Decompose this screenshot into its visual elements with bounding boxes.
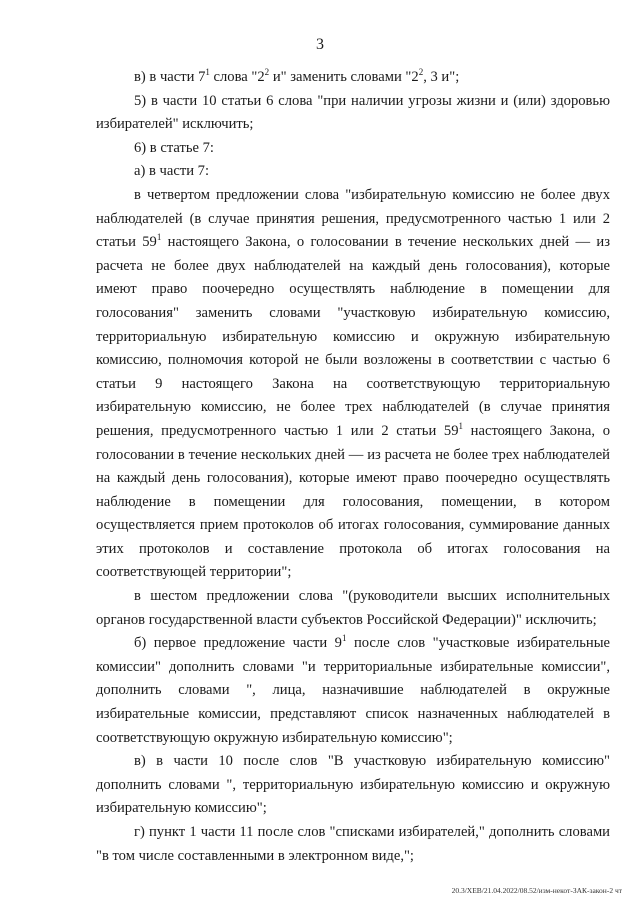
text-segment: настоящего Закона, о голосовании в течение нескольких дней — из расчета не более трех наблюдателей на каждый день голосования), которые имеют право поочередно осуществлять наблюдение в помещении для голосования, помещении, в котором осуществляется прием протоколов об итогах голосования, суммирование данных этих протоколов и составление протокола об итогах голосования на соответствующей территории";: [96, 422, 610, 581]
superscript: 1: [156, 232, 162, 243]
text-segment: и" заменить словами "2: [269, 69, 419, 85]
superscript: 1: [458, 420, 464, 431]
superscript: 1: [205, 67, 210, 77]
superscript: 1: [341, 633, 347, 644]
text-segment: настоящего Закона, о голосовании в течение нескольких дней — из расчета не более двух наблюдателей на каждый день голосования), которые имеют право поочередно осуществлять наблюдение в помещении для голосования" заменить словами "участковую избирательную комиссию, территориальную избирательную комиссию и окружную избирательную комиссию, полномочия которой не были возложены в соответствии с частью 6 статьи 9 настоящего Закона на соответствующую территориальную избирательную комиссию, не более трех наблюдателей (в случае принятия решения, предусмотренного частью 1 или 2 статьи 59: [96, 234, 610, 439]
text-segment: 6) в статье 7:: [134, 139, 214, 156]
text-segment: в четвертом предложении слова "избирательную комиссию не более двух наблюдателей (в случае принятия решения, предусмотренного частью 1 или 2 статьи 59: [96, 186, 610, 251]
document-body: [96, 66, 610, 868]
paragraph-p3: [96, 137, 610, 161]
paragraph-p4: [96, 160, 610, 184]
superscript: 2: [418, 67, 424, 77]
superscript: 2: [264, 67, 270, 77]
paragraph-p1: [96, 66, 610, 90]
paragraph-p9: [96, 821, 610, 868]
text-segment: 5) в части 10 статьи 6 слова "при наличии угрозы жизни и (или) здоровью избирателей" исключить;: [96, 92, 610, 133]
paragraph-p8: [96, 750, 610, 821]
paragraph-p7: [96, 632, 610, 750]
text-segment: г) пункт 1 части 11 после слов "списками избирателей," дополнить словами "в том числе составленными в электронном виде,";: [96, 824, 610, 864]
text-segment: после слов "участковые избирательные комиссии" дополнить словами "и территориальные избирательные комиссии", дополнить словами ", лица, назначившие наблюдателей в окружные избирательные комиссии, представляют список назначенных наблюдателей в соответствующую окружную избирательную комиссию";: [96, 635, 611, 746]
text-segment: в) в части 10 после слов "В участковую избирательную комиссию" дополнить словами ", территориальную избирательную комиссию и окружную избирательную комиссию";: [96, 753, 610, 817]
text-segment: в) в части 7: [134, 69, 206, 85]
paragraph-p6: [96, 585, 610, 632]
paragraph-p2: [96, 90, 610, 137]
text-segment: а) в части 7:: [134, 163, 210, 180]
text-segment: , 3 и";: [423, 69, 460, 85]
text-segment: в шестом предложении слова "(руководители высших исполнительных органов государственной власти субъектов Российской Федерации)" исключить;: [96, 588, 610, 628]
text-segment: слова "2: [209, 69, 265, 85]
footer-code: 20.3/ХЕВ/21.04.2022/08.52/изм-некот-ЗАК-закон-2 чт: [451, 886, 622, 895]
page-number: 3: [316, 36, 324, 53]
paragraph-p5: [96, 184, 610, 585]
text-segment: б) первое предложение части 9: [134, 635, 342, 652]
